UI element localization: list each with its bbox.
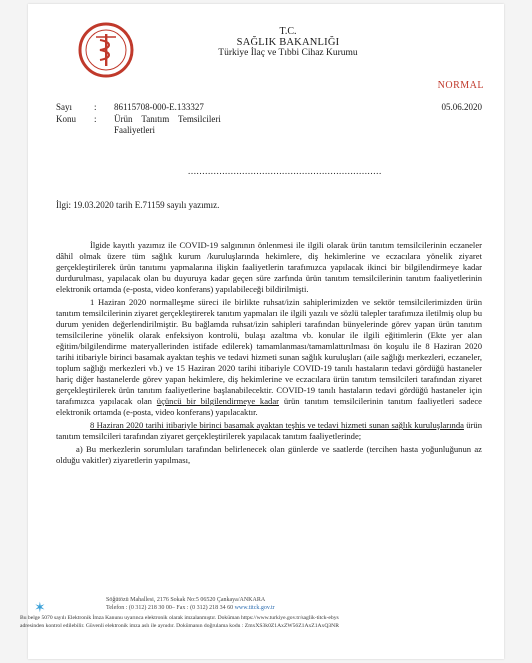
reference-line: İlgi: 19.03.2020 tarih E.71159 sayılı yazımız. [56, 200, 220, 210]
paragraph-3-end: ürün tanıtım temsilcileri tarafından ziyaret gerçekleştirilerek yapılacak tanıtım faaliyetlerinde; [56, 420, 483, 441]
classification-label: NORMAL [437, 80, 484, 91]
paragraph-1: İlgide kayıtlı yazımız ile COVID-19 salgınının önlenmesi ile ilgili olarak ürün tanıtım temsilcilerinin eczaneler dâhil olmak üzere tüm sağlık kurum /kuruluşlarında hekimlere, diş hekimlerine ve eczacılara yönelik ziyaret gerçekleştirilerek ürün tanıtımı yapmalarına ilişkin faaliyetlerin tarafımızca yapılacak ikinci bir bilgilendirmeye kadar durdurulması, yapılacak olan bu duyuruya kadar geçen süre zarfında ürün tanıtım temsilcilerinin tanıtım faaliyetlerinin elektronik ortamda (e-posta, video konferans) yapılabileceği bildirilmişti. [56, 240, 482, 294]
document-page [28, 4, 504, 659]
ministry-logo-icon [78, 22, 134, 78]
footer-address: Söğütözü Mahallesi, 2176 Sokak No:5 06520 Çankaya/ANKARA [106, 597, 266, 603]
paragraph-3-underlined: 8 Haziran 2020 tarihi itibariyle birinci basamak ayaktan teşhis ve tedavi hizmeti sunan sağlık kuruluşlarında [90, 420, 464, 430]
footer-web-link[interactable]: www.titck.gov.tr [234, 605, 275, 611]
letterhead-line-ministry: SAĞLIK BAKANLIĞI [236, 37, 340, 48]
e-signature-line1: Bu belge 5070 sayılı Elektronik İmza Kanunu uyarınca elektronik olarak imzalanmıştır. Doküman https://www.turkiye.gov.tr/saglik-titck-ebys [20, 615, 339, 621]
letter-body [56, 240, 482, 468]
letterhead-line-tc: T.C. [279, 26, 297, 37]
footer-contact [106, 604, 466, 612]
sayi-label: Sayı [56, 102, 73, 112]
footer-phone: Telefon : (0 312) 218 30 00– Fax : (0 312) 218 34 60 [106, 605, 234, 611]
paragraph-3 [56, 420, 482, 442]
separator-dots: .................................................................... [188, 166, 382, 176]
paragraph-2 [56, 297, 482, 418]
star-icon: ✶ [34, 601, 46, 616]
document-date: 05.06.2020 [441, 102, 482, 112]
sayi-value: 86115708-000-E.133327 [114, 102, 204, 112]
meta-konu [56, 114, 276, 138]
paragraph-4: a) Bu merkezlerin sorumluları tarafından belirlenecek olan günlerde ve saatlerde (tercihen hasta yoğunluğunun az olduğu vakitler) ziyaretlerin yapılması, [56, 444, 482, 465]
konu-colon: : [94, 114, 97, 124]
paragraph-2-end: ürün tanıtım temsilcilerinin tanıtım faaliyetleri sadece elektronik ortamda (e-posta, video konferans) yapılacaktır. [56, 396, 482, 417]
e-signature-line2: adresinden kontrol edilebilir. Güvenli elektronik imza aslı ile aynıdır. Dokümanın doğrulama kodu : ZmxXS3k0Z1AxZW56Z1AxZ1AxQ3NR [20, 623, 339, 629]
footer-address-block [106, 596, 466, 612]
paragraph-2-text: 1 Haziran 2020 normalleşme süreci ile birlikte ruhsat/izin sahiplerimizden ve sektör temsilcilerimizden ürün tanıtım temsilcilerinin ziyaret gerçekleştirerek tanıtım yapmaları ile ilgili yazılı ve sözlü talepler tarafımıza iletilmiş olup bu durum yeniden değerlendirilmiştir. Bu bağlamda ruhsat/izin sahipleri tarafından bünyelerinde görev yapan ürün tanıtım temsilcilerine yönelik olarak enfeksiyon kontrolü, bulaşı azaltma vb. konular ile ilgili eğitimlerin (Ekte yer alan eğitim/bilgilendirme materyallerinden istifade edilerek) tamamlanması/tamamlattırılması ön koşulu ile 8 Haziran 2020 tarihi itibariyle birinci basamak ayaktan teşhis ve tedavi hizmeti sunan sağlık kuruluşları (aile sağlığı merkezleri, eczaneler, toplum sağlığı merkezleri vb.) ve 15 Haziran 2020 tarihi itibariyle COVID-19 tanılı hastaların tedavi gördüğü hastaneler hariç diğer hastanelerde görev yapan hekimlere, diş hekimlerine ve eczacılara ürün tanıtım temsilcileri tarafından ziyaret gerçekleştirilerek ürün tanıtım faaliyetlerine başlanabilecektir. COVID-19 tanılı hastaların tedavi gördüğü hastaneler için tarafımızca yapılacak olan [56, 297, 482, 406]
e-signature-notice [20, 614, 460, 630]
paragraph-2-underlined: üçüncü bir bilgilendirmeye kadar [156, 396, 280, 406]
meta-sayi [56, 102, 256, 113]
konu-value-line2: Faaliyetleri [114, 125, 155, 135]
sayi-colon: : [94, 102, 97, 112]
letterhead [148, 26, 428, 59]
konu-value-line1: Ürün Tanıtım Temsilcileri [114, 114, 221, 124]
letterhead-line-agency: Türkiye İlaç ve Tıbbi Cihaz Kurumu [218, 48, 358, 58]
konu-label: Konu [56, 114, 76, 124]
